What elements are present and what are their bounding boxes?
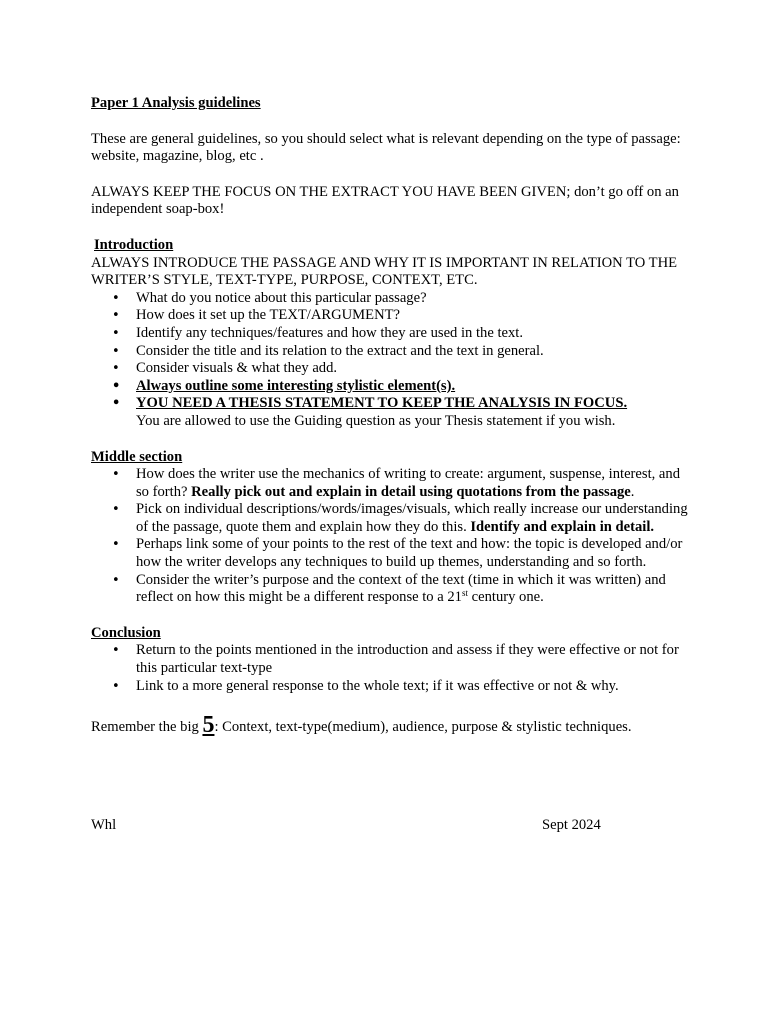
list-item: • What do you notice about this particular passage? [91,290,691,308]
conclusion-heading: Conclusion [91,624,161,641]
middle-bullet-2-bold: Identify and explain in detail. [470,518,655,535]
middle-bullet-1-bold: Really pick out and explain in detail using quotations from the passage [191,483,631,500]
middle-bullet-4-text: Consider the writer’s purpose and the context of the text (time in which it was written) and reflect on how this might be a different response to a 21 [136,571,666,606]
middle-bullet-1-end: . [630,483,635,500]
list-item: • Perhaps link some of your points to the rest of the text and how: the topic is developed and/or how the writer develops any techniques to build up themes, understanding and so forth. [91,536,691,571]
thesis-note: You are allowed to use the Guiding question as your Thesis statement if you wish. [136,412,616,429]
remember-prefix: Remember the big [91,719,203,736]
remember-suffix: : Context, text-type(medium), audience, purpose & stylistic techniques. [214,719,632,736]
list-item [91,572,691,607]
list-item: • YOU NEED A THESIS STATEMENT TO KEEP THE ANALYSIS IN FOCUS. [91,395,691,413]
middle-bullet-2-text: Pick on individual descriptions/words/images/visuals, which really increase our understanding of the passage, quote them and explain how they do this. [136,501,688,535]
middle-list [91,466,691,607]
introduction-list [91,290,691,431]
list-item: • Link to a more general response to the whole text; if it was effective or not & why. [91,678,691,696]
big-five: 5 [202,712,215,739]
document-body [91,95,691,737]
focus-paragraph: ALWAYS KEEP THE FOCUS ON THE EXTRACT YOU HAVE BEEN GIVEN; don’t go off on an independent soap-box! [91,183,679,218]
list-item [91,501,691,536]
middle-heading: Middle section [91,448,183,465]
list-item: • Consider visuals & what they add. [91,360,691,378]
remember-line [91,712,691,739]
list-item [91,466,691,501]
footer-date: Sept 2024 [542,817,601,833]
list-item: • Identify any techniques/features and how they are used in the text. [91,325,691,343]
list-item: • Always outline some interesting stylistic element(s). [91,378,691,396]
list-item: • Return to the points mentioned in the introduction and assess if they were effective or not for this particular text-type [91,642,691,677]
introduction-lead: ALWAYS INTRODUCE THE PASSAGE AND WHY IT IS IMPORTANT IN RELATION TO THE WRITER’S STYLE, TEXT-TYPE, PURPOSE, CONTEXT, ETC. [91,254,678,289]
superscript-st: st [461,588,468,599]
introduction-heading: Introduction [94,236,174,253]
conclusion-list [91,642,691,695]
middle-bullet-1-text: How does the writer use the mechanics of writing to create: argument, suspense, interest, and so forth? [136,466,680,500]
list-item: • Consider the title and its relation to the extract and the text in general. [91,343,691,361]
document-title: Paper 1 Analysis guidelines [91,95,261,111]
middle-bullet-4-end: century one. [468,589,544,606]
intro-paragraph: These are general guidelines, so you should select what is relevant depending on the type of passage: website, magazine, blog, etc . [91,130,681,165]
list-item: • How does it set up the TEXT/ARGUMENT? [91,307,691,325]
footer-author: Whl [91,817,117,833]
